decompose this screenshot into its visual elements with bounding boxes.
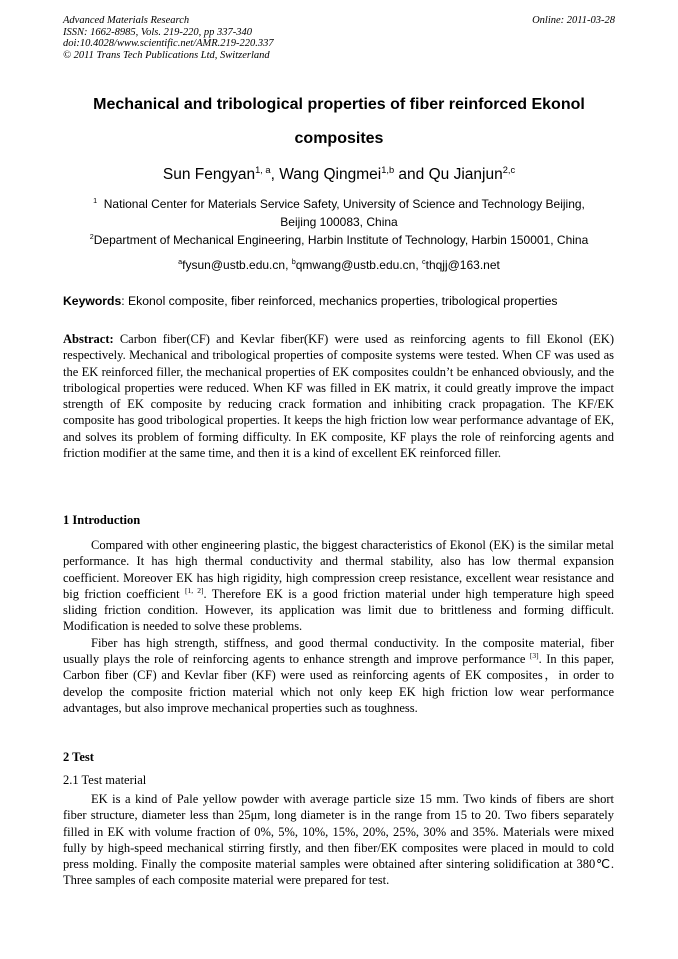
keywords-label: Keywords — [63, 294, 122, 308]
title-line-2: composites — [294, 130, 384, 147]
section-heading-introduction: 1 Introduction — [63, 513, 141, 527]
intro-text: . Therefore EK is a good friction material under high temperature high speed sliding friction condition. However, its application was limit due to brittleness and forming difficult. Modification is needed to solve these problems. — [63, 586, 614, 634]
email-sup: a — [178, 257, 183, 266]
paper-title — [70, 88, 608, 156]
author-name: Sun Fengyan — [162, 166, 256, 183]
author-sup: 1,b — [381, 164, 395, 175]
intro-text: . In this paper, Carbon fiber (CF) and Kevlar fiber (KF) were used as reinforcing agents of EK composites，in order to develop the composite friction material which not only keep EK high friction low wear performance advantages, but also improve mechanical properties such as toughness. — [63, 652, 614, 715]
introduction-body — [63, 537, 614, 716]
author-sup: 2,c — [502, 164, 516, 175]
author-name: Qu Jianjun — [428, 166, 503, 183]
issn-line: ISSN: 1662-8985, Vols. 219-220, pp 337-340 — [63, 26, 252, 38]
keywords — [63, 294, 623, 308]
author-sep: and — [394, 166, 429, 183]
online-date: Online: 2011-03-28 — [532, 15, 615, 26]
test-paragraph-1: EK is a kind of Pale yellow powder with average particle size 15 mm. Two kinds of fibers are short fiber structure, diameter less than 25μm, long diameter is in the range from 15 to 20. Two fibers separately filled in EK with volume fraction of 0%, 5%, 10%, 15%, 20%, 25%, 30% and 35%. Materials were mixed fully by high-speed mechanical stirring firstly, and then fiber/EK composites were placed in mould to cold press molding. Finally the composite material samples were obtained after sintering solidification at 380℃. Three samples of each composite material were prepared for test. — [63, 792, 614, 888]
affiliation-2 — [60, 231, 618, 249]
journal-header — [63, 15, 615, 61]
citation[interactable]: [1, 2] — [184, 585, 204, 595]
affiliation-text: Department of Mechanical Engineering, Harbin Institute of Technology, Harbin 150001, China — [93, 233, 589, 247]
affiliation-sup: 1 — [93, 196, 98, 205]
author-sep: , — [270, 166, 280, 183]
affiliation-text: National Center for Materials Service Safety, University of Science and Technology Beijing, — [103, 197, 585, 211]
abstract — [63, 331, 614, 461]
copyright-line: © 2011 Trans Tech Publications Ltd, Switzerland — [63, 49, 270, 61]
abstract-label: Abstract: — [63, 332, 114, 346]
email-link[interactable]: qmwang@ustb.edu.cn — [295, 258, 416, 272]
author-name: Wang Qingmei — [279, 166, 382, 183]
affiliation-text-2: Beijing 100083, China — [280, 215, 398, 229]
email-link[interactable]: fysun@ustb.edu.cn — [182, 258, 286, 272]
intro-paragraph-2 — [63, 635, 614, 716]
email-sep: , — [285, 258, 292, 272]
intro-paragraph-1 — [63, 537, 614, 635]
email-sup: b — [291, 257, 296, 266]
email-link[interactable]: thqjj@163.net — [425, 258, 500, 272]
section-heading-test: 2 Test — [63, 750, 94, 764]
subsection-heading-test-material: 2.1 Test material — [63, 773, 147, 787]
keywords-text: : Ekonol composite, fiber reinforced, mechanics properties, tribological properties — [121, 294, 558, 308]
intro-text: Compared with other engineering plastic, the biggest characteristics of Ekonol (EK) is the similar metal performance. It has high thermal conductivity and thermal stability, also has low thermal expansion coefficient. Moreover EK has high rigidity, high compression creep resistance, excellent wear resistance and big friction coefficient — [63, 538, 614, 601]
journal-name: Advanced Materials Research — [63, 15, 190, 26]
email-sup: c — [422, 257, 426, 266]
email-sep: , — [415, 258, 423, 272]
abstract-text: Carbon fiber(CF) and Kevlar fiber(KF) were used as reinforcing agents to fill Ekonol (EK) respectively. Mechanical and tribological properties of composite systems were tested. When CF was used as the EK reinforced filler, the mechanical properties of EK composites couldn’t be enhanced obviously, and the tribological properties were reduced. When KF was filled in EK matrix, it could greatly improve the impact strength of EK composite by reducing crack formation and inhibiting crack propagation. The KF/EK composite has good tribological properties. It keeps the high friction low wear performance advantage of EK, and solves its problem of forming difficulty. In EK composite, KF plays the role of reinforcing agents and friction modifier at the same time, and then it is a kind of excellent EK reinforced filler. — [63, 332, 614, 461]
intro-text: Fiber has high strength, stiffness, and good thermal conductivity. In the composite material, fiber usually plays the role of reinforcing agents to enhance strength and improve performance — [63, 635, 614, 667]
doi-line: doi:10.4028/www.scientific.net/AMR.219-220.337 — [63, 38, 274, 49]
author-sup: 1, a — [255, 164, 271, 175]
affiliation-1 — [60, 195, 618, 231]
citation[interactable]: [3] — [529, 650, 539, 660]
affiliation-sup: 2 — [89, 232, 94, 241]
email-list — [60, 256, 618, 274]
test-material-body — [63, 791, 614, 889]
author-list — [60, 166, 618, 184]
title-line-1: Mechanical and tribological properties of fiber reinforced Ekonol — [93, 96, 585, 113]
